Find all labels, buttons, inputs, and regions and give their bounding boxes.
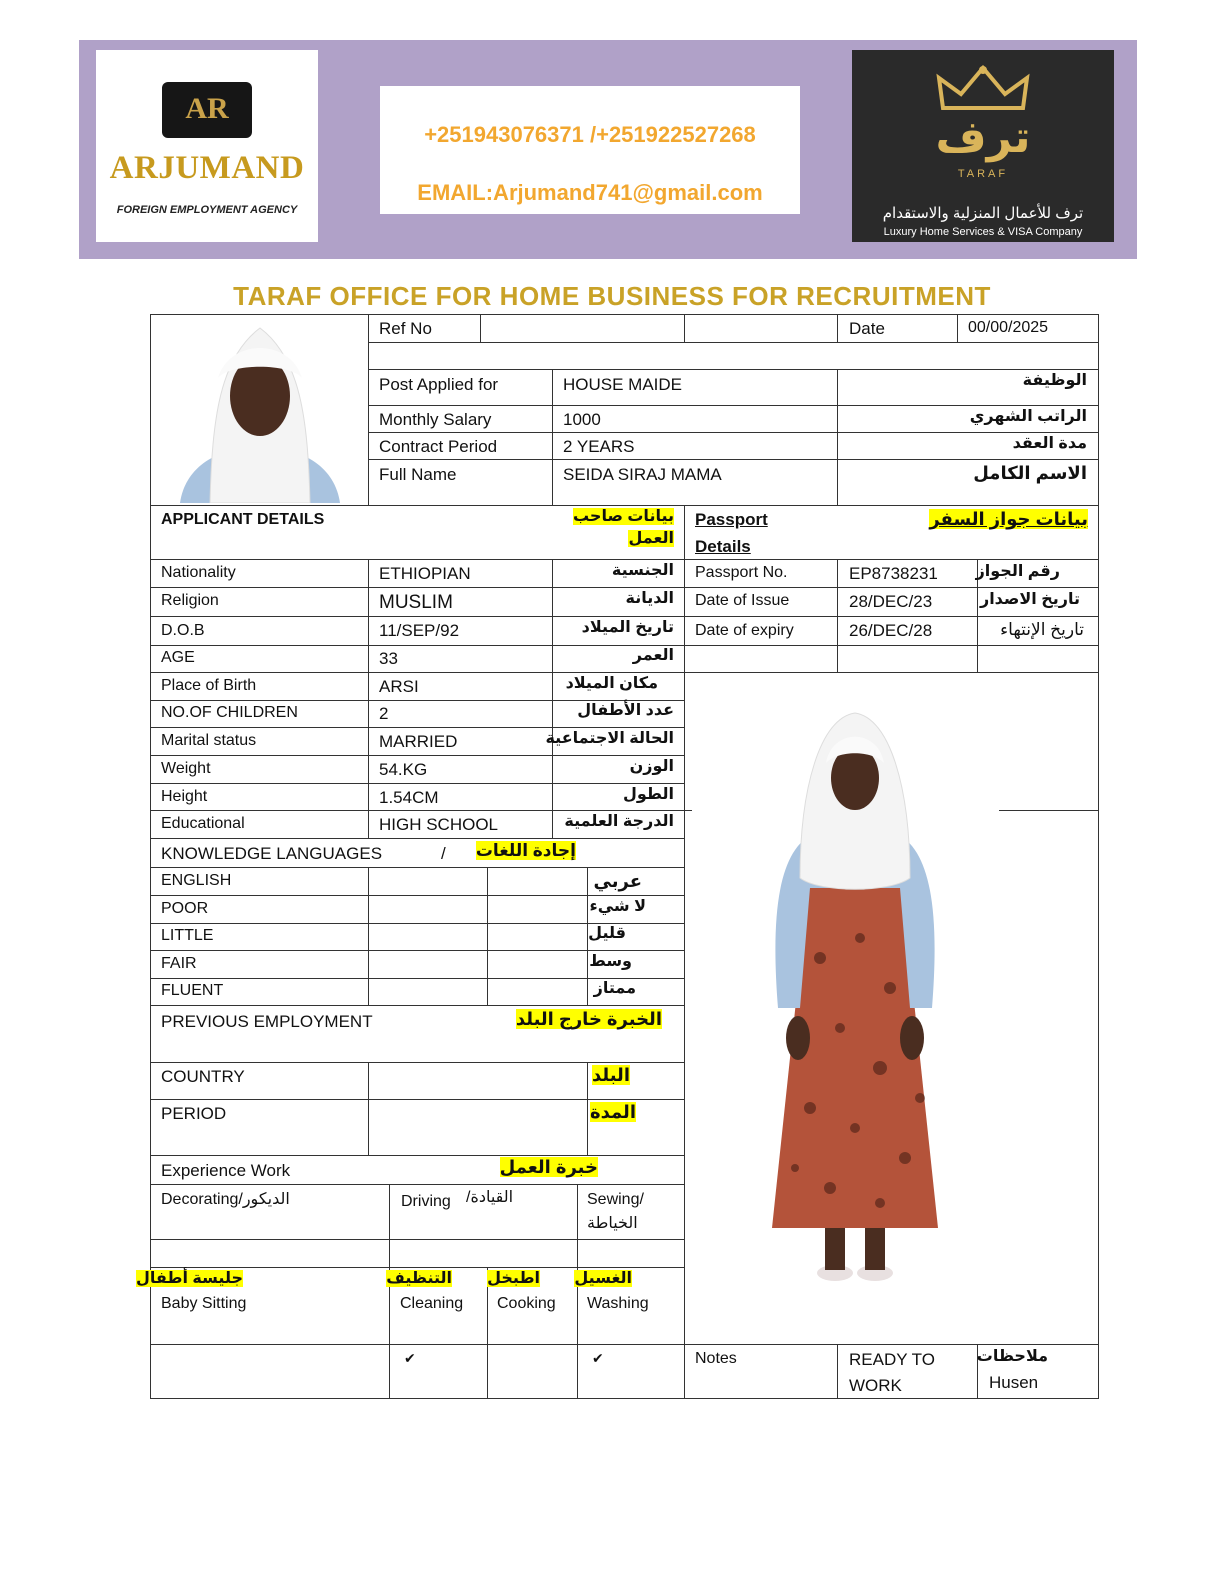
notes-arabic: ملاحظات bbox=[976, 1348, 1048, 1365]
applicant-details-heading: APPLICANT DETAILS bbox=[161, 511, 325, 528]
cleaning-arabic: التنظيف bbox=[386, 1270, 452, 1287]
experience-heading: Experience Work bbox=[161, 1161, 291, 1180]
languages-heading: KNOWLEDGE LANGUAGES bbox=[161, 844, 383, 863]
age-value: 33 bbox=[379, 649, 398, 668]
issue-date-value: 28/DEC/23 bbox=[849, 592, 933, 611]
expiry-date-arabic: تاريخ الإنتهاء bbox=[1000, 620, 1084, 639]
age-label: AGE bbox=[161, 649, 195, 666]
lang-poor-label: POOR bbox=[161, 900, 209, 917]
dob-value: 11/SEP/92 bbox=[379, 621, 460, 640]
experience-heading-arabic: خبرة العمل bbox=[499, 1157, 598, 1177]
decorating-label: Decorating/الديكور bbox=[161, 1191, 290, 1208]
lang-fluent-arabic: ممتاز bbox=[593, 980, 636, 997]
cooking-arabic: اطبخل bbox=[487, 1270, 540, 1287]
sewing-arabic: الخياطة bbox=[587, 1215, 638, 1232]
lang-little-arabic: قليل bbox=[588, 925, 626, 942]
lang-little-label: LITTLE bbox=[161, 927, 214, 944]
age-arabic: العمر bbox=[632, 647, 674, 664]
contract-value: 2 YEARS bbox=[563, 437, 635, 456]
passport-heading-1: Passport bbox=[695, 510, 768, 529]
issue-date-arabic: تاريخ الاصدار bbox=[979, 591, 1080, 608]
post-label: Post Applied for bbox=[379, 375, 499, 394]
height-label: Height bbox=[161, 788, 208, 805]
notes-label: Notes bbox=[695, 1350, 737, 1367]
notes-agent: Husen bbox=[989, 1373, 1039, 1392]
contact-box bbox=[380, 86, 800, 214]
post-value: HOUSE MAIDE bbox=[563, 375, 683, 394]
education-value: HIGH SCHOOL bbox=[379, 815, 499, 834]
weight-label: Weight bbox=[161, 760, 211, 777]
passport-no-label: Passport No. bbox=[695, 564, 788, 581]
education-arabic: الدرجة العلمية bbox=[564, 813, 674, 830]
religion-arabic: الديانة bbox=[625, 590, 674, 607]
page-title: TARAF OFFICE FOR HOME BUSINESS FOR RECRUITMENT bbox=[233, 281, 991, 311]
passport-heading-2: Details bbox=[695, 537, 751, 556]
taraf-arabic-logo: ترف bbox=[935, 113, 1031, 162]
issue-date-label: Date of Issue bbox=[695, 592, 790, 609]
expiry-date-label: Date of expiry bbox=[695, 622, 794, 639]
full-name-label: Full Name bbox=[379, 465, 457, 484]
cooking-label: Cooking bbox=[497, 1295, 556, 1312]
marital-value: MARRIED bbox=[379, 732, 458, 751]
salary-value: 1000 bbox=[563, 410, 601, 429]
dob-label: D.O.B bbox=[161, 622, 205, 639]
height-arabic: الطول bbox=[623, 786, 674, 803]
passport-no-arabic: رقم الجواز bbox=[975, 563, 1060, 580]
ref-label: Ref No bbox=[379, 319, 432, 338]
languages-heading-arabic: إجادة اللغات bbox=[475, 841, 576, 860]
sewing-label: Sewing/ bbox=[587, 1191, 644, 1208]
passport-heading-arabic: بيانات جواز السفر bbox=[929, 509, 1088, 529]
applicant-full-length-photo bbox=[760, 708, 950, 1288]
lang-english-label: ENGLISH bbox=[161, 872, 232, 889]
passport-no-value: EP8738231 bbox=[849, 564, 938, 583]
religion-value: MUSLIM bbox=[379, 592, 453, 613]
date-value: 00/00/2025 bbox=[968, 319, 1049, 336]
children-arabic: عدد الأطفال bbox=[577, 702, 674, 719]
lang-poor-arabic: لا شيء bbox=[589, 898, 646, 915]
dob-arabic: تاريخ الميلاد bbox=[581, 619, 674, 636]
nationality-arabic: الجنسية bbox=[611, 562, 674, 579]
taraf-latin-logo: TARAF bbox=[957, 168, 1009, 180]
place-of-birth-label: Place of Birth bbox=[161, 677, 257, 694]
contract-label: Contract Period bbox=[379, 437, 498, 456]
washing-label: Washing bbox=[587, 1295, 649, 1312]
agency-name: ARJUMAND bbox=[109, 150, 305, 186]
languages-separator: / bbox=[441, 844, 446, 863]
place-of-birth-arabic: مكان الميلاد bbox=[565, 675, 658, 692]
taraf-logo bbox=[852, 50, 1114, 242]
nationality-label: Nationality bbox=[161, 564, 236, 581]
lang-fair-arabic: وسط bbox=[589, 953, 632, 970]
monogram-text: AR bbox=[185, 92, 229, 125]
monogram-badge bbox=[162, 82, 252, 138]
nationality-value: ETHIOPIAN bbox=[379, 564, 471, 583]
salary-arabic: الراتب الشهري bbox=[969, 408, 1087, 425]
lang-fair-label: FAIR bbox=[161, 955, 197, 972]
full-name-value: SEIDA SIRAJ MAMA bbox=[563, 465, 722, 484]
country-arabic: البلد bbox=[591, 1065, 630, 1085]
email: EMAIL:Arjumand741@gmail.com bbox=[417, 180, 763, 205]
country-label: COUNTRY bbox=[161, 1067, 245, 1086]
applicant-details-arabic-2: العمل bbox=[628, 530, 674, 547]
notes-value-line2: WORK bbox=[849, 1376, 902, 1395]
crown-icon bbox=[933, 64, 1033, 112]
marital-arabic: الحالة الاجتماعية bbox=[545, 730, 674, 747]
phone-numbers: +251943076371 /+251922527268 bbox=[424, 122, 756, 147]
children-label: NO.OF CHILDREN bbox=[161, 704, 298, 721]
period-arabic: المدة bbox=[589, 1102, 636, 1122]
notes-value-line1: READY TO bbox=[849, 1350, 935, 1369]
contract-arabic: مدة العقد bbox=[1012, 435, 1087, 452]
taraf-english-tagline: Luxury Home Services & VISA Company bbox=[883, 226, 1083, 238]
children-value: 2 bbox=[379, 704, 389, 723]
washing-check-icon: ✔ bbox=[592, 1350, 604, 1366]
lang-english-arabic: عربي bbox=[593, 871, 642, 891]
post-arabic: الوظيفة bbox=[1022, 372, 1087, 389]
previous-employment-heading: PREVIOUS EMPLOYMENT bbox=[161, 1012, 373, 1031]
taraf-arabic-tagline: ترف للأعمال المنزلية والاستقدام bbox=[882, 205, 1084, 222]
applicant-details-arabic-1: بيانات صاحب bbox=[572, 508, 674, 525]
weight-value: 54.KG bbox=[379, 760, 428, 779]
period-label: PERIOD bbox=[161, 1104, 227, 1123]
applicant-portrait-photo bbox=[160, 318, 360, 503]
salary-label: Monthly Salary bbox=[379, 410, 492, 429]
full-name-arabic: الاسم الكامل bbox=[973, 463, 1087, 483]
driving-label: Driving bbox=[401, 1193, 451, 1210]
expiry-date-value: 26/DEC/28 bbox=[849, 621, 933, 640]
cleaning-check-icon: ✔ bbox=[404, 1350, 416, 1366]
babysitting-label: Baby Sitting bbox=[161, 1295, 247, 1312]
previous-employment-arabic: الخبرة خارج البلد bbox=[515, 1009, 662, 1029]
date-label: Date bbox=[849, 319, 885, 338]
driving-arabic: /القيادة bbox=[466, 1189, 514, 1206]
marital-label: Marital status bbox=[161, 732, 257, 749]
washing-arabic: الغسيل bbox=[574, 1270, 632, 1287]
agency-tagline: FOREIGN EMPLOYMENT AGENCY bbox=[116, 204, 298, 216]
weight-arabic: الوزن bbox=[629, 758, 674, 775]
cleaning-label: Cleaning bbox=[400, 1295, 464, 1312]
religion-label: Religion bbox=[161, 592, 219, 609]
height-value: 1.54CM bbox=[379, 788, 439, 807]
place-of-birth-value: ARSI bbox=[379, 677, 419, 696]
education-label: Educational bbox=[161, 815, 245, 832]
arjumand-logo bbox=[96, 50, 318, 242]
lang-fluent-label: FLUENT bbox=[161, 982, 224, 999]
babysitting-arabic: جليسة أطفال bbox=[136, 1270, 243, 1287]
